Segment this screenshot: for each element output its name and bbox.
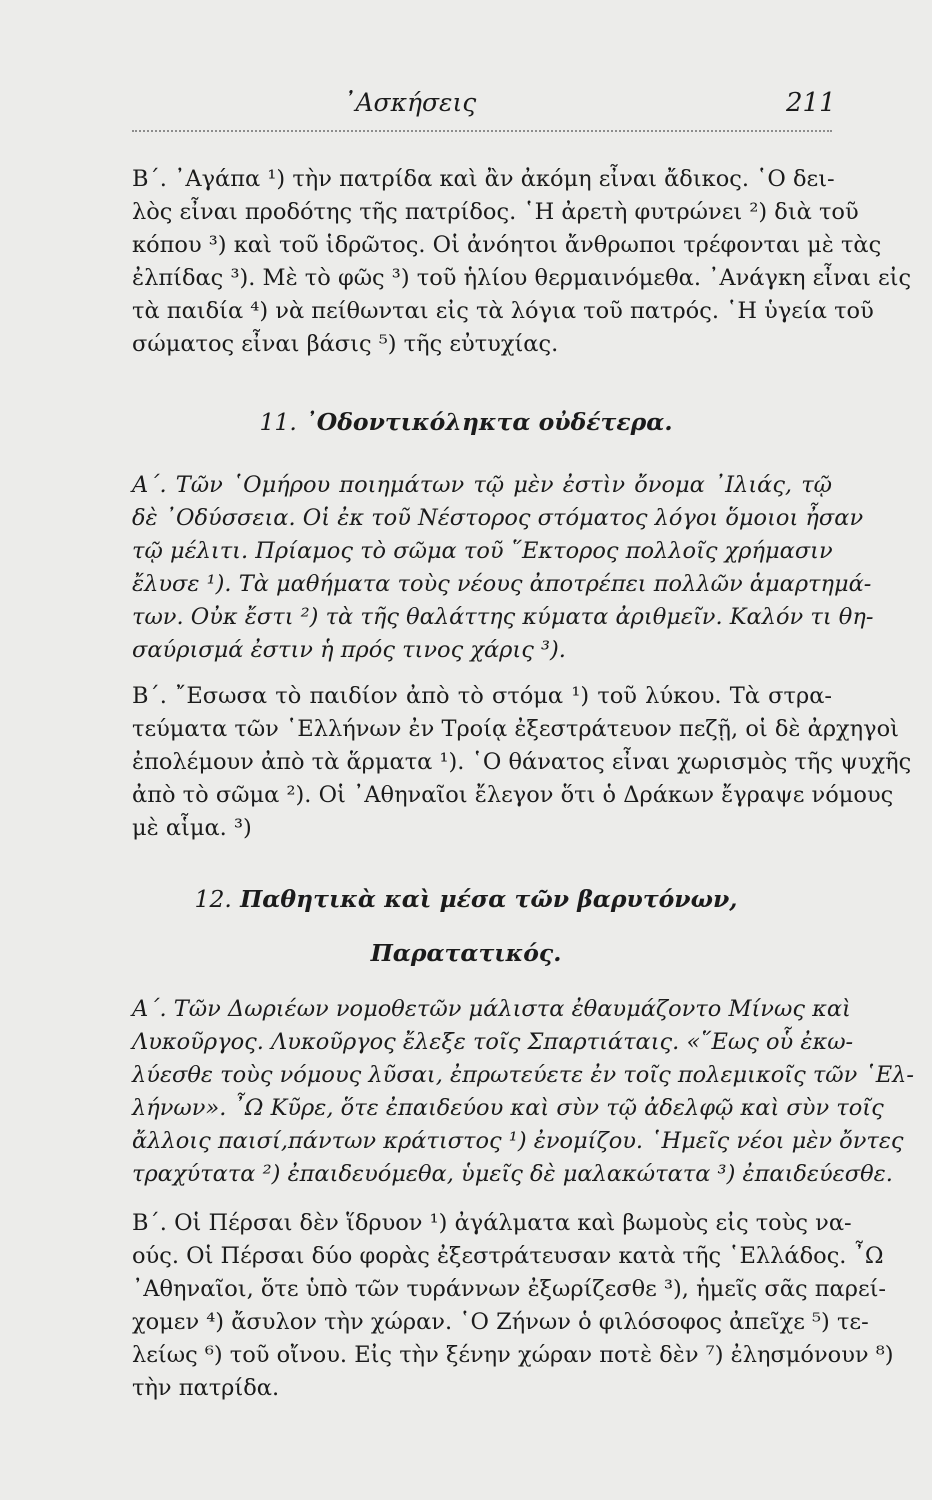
paragraph-line: Β΄. ᾿Αγάπα ¹) τὴν πατρίδα καὶ ἂν ἀκόμη εἶναι ἄδικος. ῾Ο δει-	[132, 166, 835, 192]
paragraph-line: Α΄. Τῶν ῾Ομήρου ποιημάτων τῷ μὲν ἐστὶν ὄνομα ᾿Ιλιάς, τῷ	[132, 472, 832, 498]
paragraph-line: κόπου ³) καὶ τοῦ ἱδρῶτος. Οἱ ἀνόητοι ἄνθρωποι τρέφονται μὲ τὰς	[132, 232, 882, 258]
page-number: 211	[786, 88, 836, 118]
section-number: 12.	[194, 885, 232, 913]
section-heading-11	[0, 407, 932, 437]
section-title: ᾿Οδοντικόληκτα οὐδέτερα.	[305, 408, 673, 436]
paragraph-line: τεύματα τῶν ῾Ελλήνων ἐν Τροίᾳ ἐξεστράτευον πεζῇ, οἱ δὲ ἀρχηγοὶ	[132, 716, 899, 742]
paragraph-line: Α΄. Τῶν Δωριέων νομοθετῶν μάλιστα ἐθαυμάζοντο Μίνως καὶ	[132, 996, 851, 1022]
running-title: ᾿Ασκήσεις	[343, 88, 477, 117]
section-heading-12	[0, 884, 932, 914]
paragraph-line: σαύρισμά ἐστιν ἡ πρός τινος χάρις ³).	[132, 637, 566, 663]
paragraph-line: τὴν πατρίδα.	[132, 1375, 280, 1401]
section-number: 11.	[259, 408, 297, 436]
paragraph-line: χομεν ⁴) ἄσυλον τὴν χώραν. ῾Ο Ζήνων ὁ φιλόσοφος ἀπεῖχε ⁵) τε-	[132, 1309, 869, 1335]
running-head	[0, 88, 932, 128]
paragraph-line: Λυκοῦργος. Λυκοῦργος ἔλεξε τοῖς Σπαρτιάταις. «῞Εως οὗ ἐκω-	[132, 1029, 854, 1055]
paragraph-line: ούς. Οἱ Πέρσαι δύο φορὰς ἐξεστράτευσαν κατὰ τῆς ῾Ελλάδος. ῏Ω	[132, 1243, 884, 1269]
paragraph-line: ἀπὸ τὸ σῶμα ²). Οἱ ᾿Αθηναῖοι ἔλεγον ὅτι ὁ Δράκων ἔγραψε νόμους	[132, 782, 894, 808]
paragraph-line: λύεσθε τοὺς νόμους λῦσαι, ἐπρωτεύετε ἐν τοῖς πολεμικοῖς τῶν ῾Ελ-	[132, 1062, 915, 1088]
paragraph-line: μὲ αἷμα. ³)	[132, 815, 252, 841]
section-title: Παθητικὰ καὶ μέσα τῶν βαρυτόνων,	[240, 885, 738, 913]
paragraph-line: Β΄. Οἱ Πέρσαι δὲν ἵδρυον ¹) ἀγάλματα καὶ βωμοὺς εἰς τοὺς να-	[132, 1210, 852, 1236]
paragraph-line: ἐλπίδας ³). Μὲ τὸ φῶς ³) τοῦ ἡλίου θερμαινόμεθα. ᾿Ανάγκη εἶναι εἰς	[132, 265, 912, 291]
paragraph-line: τὰ παιδία ⁴) νὰ πείθωνται εἰς τὰ λόγια τοῦ πατρός. ῾Η ὑγεία τοῦ	[132, 298, 874, 324]
paragraph-line: δὲ ᾿Οδύσσεια. Οἱ ἐκ τοῦ Νέστορος στόματος λόγοι ὅμοιοι ἦσαν	[132, 505, 864, 531]
paragraph-line: λήνων». ῏Ω Κῦρε, ὅτε ἐπαιδεύου καὶ σὺν τῷ ἀδελφῷ καὶ σὺν τοῖς	[132, 1095, 884, 1121]
paragraph-line: τῷ μέλιτι. Πρίαμος τὸ σῶμα τοῦ ῞Εκτορος πολλοῖς χρήμασιν	[132, 538, 833, 564]
paragraph-line: Β΄. ῎Εσωσα τὸ παιδίον ἀπὸ τὸ στόμα ¹) τοῦ λύκου. Τὰ στρα-	[132, 683, 832, 709]
section-subtitle: Παρατατικός.	[370, 939, 562, 967]
paragraph-line: ἐπολέμουν ἀπὸ τὰ ἅρματα ¹). ῾Ο θάνατος εἶναι χωρισμὸς τῆς ψυχῆς	[132, 749, 912, 775]
paragraph-line: ᾿Αθηναῖοι, ὅτε ὑπὸ τῶν τυράννων ἐξωρίζεσθε ³), ἡμεῖς σᾶς παρεί-	[132, 1276, 887, 1302]
paragraph-line: λείως ⁶) τοῦ οἴνου. Εἰς τὴν ξένην χώραν ποτὲ δὲν ⁷) ἐλησμόνουν ⁸)	[132, 1342, 894, 1368]
paragraph-line: λὸς εἶναι προδότης τῆς πατρίδος. ῾Η ἀρετὴ φυτρώνει ²) διὰ τοῦ	[132, 199, 859, 225]
paragraph-line: σώματος εἶναι βάσις ⁵) τῆς εὐτυχίας.	[132, 331, 559, 357]
paragraph-line: ἔλυσε ¹). Τὰ μαθήματα τοὺς νέους ἀποτρέπει πολλῶν ἁμαρτημά-	[132, 571, 872, 597]
paragraph-line: ἄλλοις παισί,πάντων κράτιστος ¹) ἐνομίζου. ῾Ημεῖς νέοι μὲν ὄντες	[132, 1128, 904, 1154]
header-dotted-rule	[132, 130, 832, 132]
paragraph-line: των. Οὐκ ἔστι ²) τὰ τῆς θαλάττης κύματα ἀριθμεῖν. Καλόν τι θη-	[132, 604, 874, 630]
paragraph-line: τραχύτατα ²) ἐπαιδευόμεθα, ὑμεῖς δὲ μαλακώτατα ³) ἐπαιδεύεσθε.	[132, 1161, 893, 1187]
